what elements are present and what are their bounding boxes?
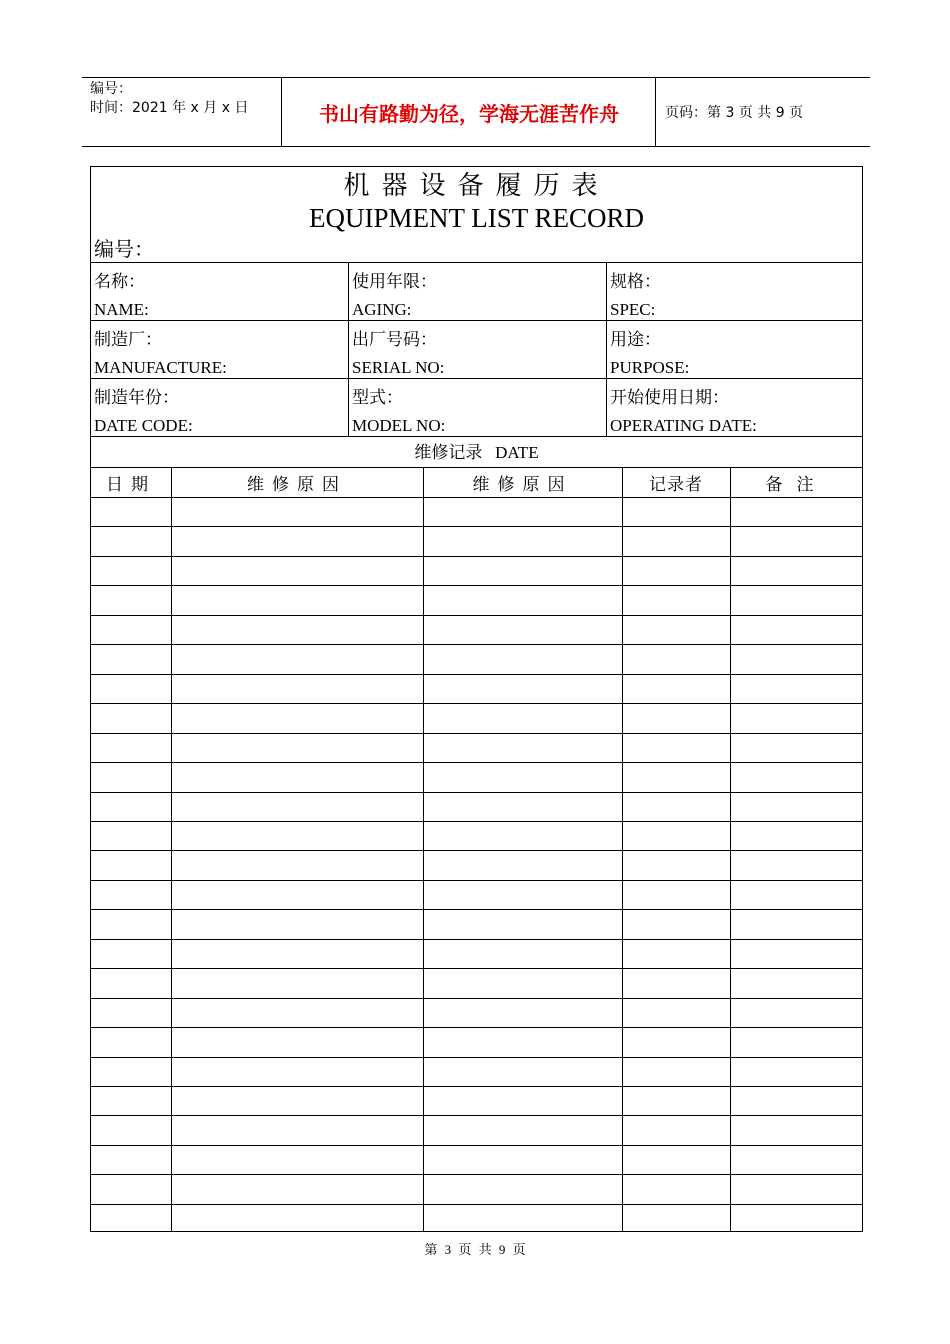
table-row-divider (91, 615, 862, 616)
table-row-divider (91, 1086, 862, 1087)
field-label-zh: 名称： (94, 272, 145, 292)
col-divider (348, 262, 349, 436)
form-title-zh: 机器设备履历表 (343, 171, 610, 201)
field-label-en: MODEL NO: (352, 416, 446, 435)
col-divider (606, 262, 607, 436)
row-divider (91, 320, 862, 321)
table-row-divider (91, 1057, 862, 1058)
field-name (94, 268, 149, 324)
page-footer: 第 3 页 共 9 页 (424, 1242, 526, 1257)
equipment-record-form (90, 166, 863, 1232)
field-label-zh: 出厂号码： (352, 330, 437, 350)
table-column-divider (622, 467, 623, 1231)
table-row-divider (91, 821, 862, 822)
table-row-divider (91, 1174, 862, 1175)
field-label-en: AGING: (352, 300, 412, 319)
table-column-divider (423, 467, 424, 1231)
table-row-divider (91, 880, 862, 881)
form-code-label: 编号： (94, 237, 154, 261)
field-spec (610, 268, 661, 324)
field-label-zh: 用途： (610, 330, 661, 350)
table-row-divider (91, 1145, 862, 1146)
field-label-zh: 制造厂： (94, 330, 162, 350)
row-divider (91, 467, 862, 468)
column-header-recorder: 记录者 (649, 475, 703, 495)
table-row-divider (91, 703, 862, 704)
field-label-en: MANUFACTURE: (94, 358, 227, 377)
table-row-divider (91, 939, 862, 940)
table-row-divider (91, 526, 862, 527)
table-row-divider (91, 497, 862, 498)
column-header-remarks: 备注 (765, 475, 828, 495)
field-label-en: SPEC: (610, 300, 656, 319)
table-row-divider (91, 998, 862, 999)
table-row-divider (91, 968, 862, 969)
header-meta (90, 80, 248, 118)
table-row-divider (91, 644, 862, 645)
table-row-divider (91, 909, 862, 910)
maintenance-title-zh: 维修记录 (414, 443, 483, 463)
table-column-divider (730, 467, 731, 1231)
form-title-en: EQUIPMENT LIST RECORD (308, 203, 645, 233)
field-purpose (610, 326, 689, 382)
table-row-divider (91, 674, 862, 675)
header-page-label: 页码：第 3 页 共 9 页 (665, 105, 804, 121)
field-label-zh: 型式： (352, 388, 403, 408)
header-slogan: 书山有路勤为径，学海无涯苦作舟 (319, 101, 619, 126)
field-operating-date (610, 384, 757, 440)
page-header (82, 77, 870, 147)
table-row-divider (91, 850, 862, 851)
field-label-en: SERIAL NO: (352, 358, 445, 377)
field-label-en: NAME: (94, 300, 149, 319)
field-label-en: PURPOSE: (610, 358, 690, 377)
table-row-divider (91, 762, 862, 763)
row-divider (91, 262, 862, 263)
maintenance-title-en: DATE (495, 443, 539, 462)
field-model-no (352, 384, 445, 440)
field-label-zh: 规格： (610, 272, 661, 292)
column-header-reason: 维修原因 (472, 475, 573, 495)
table-row-divider (91, 1204, 862, 1205)
header-divider (655, 78, 656, 146)
field-manufacture (94, 326, 227, 382)
maintenance-title (91, 438, 862, 468)
table-row-divider (91, 733, 862, 734)
header-time-label: 时间：2021 年 x 月 x 日 (90, 100, 249, 116)
header-code-label: 编号： (90, 81, 132, 97)
table-column-divider (171, 467, 172, 1231)
field-label-zh: 开始使用日期： (610, 388, 729, 408)
field-label-en: OPERATING DATE: (610, 416, 757, 435)
column-header-reason: 维修原因 (247, 475, 347, 495)
field-label-zh: 制造年份： (94, 388, 179, 408)
field-aging (352, 268, 437, 324)
field-date-code (94, 384, 193, 440)
table-row-divider (91, 1115, 862, 1116)
field-label-en: DATE CODE: (94, 416, 193, 435)
table-row-divider (91, 585, 862, 586)
table-row-divider (91, 792, 862, 793)
table-row-divider (91, 1027, 862, 1028)
column-header-date: 日期 (106, 475, 156, 495)
table-row-divider (91, 556, 862, 557)
field-label-zh: 使用年限： (352, 272, 437, 292)
field-serial-no (352, 326, 444, 382)
